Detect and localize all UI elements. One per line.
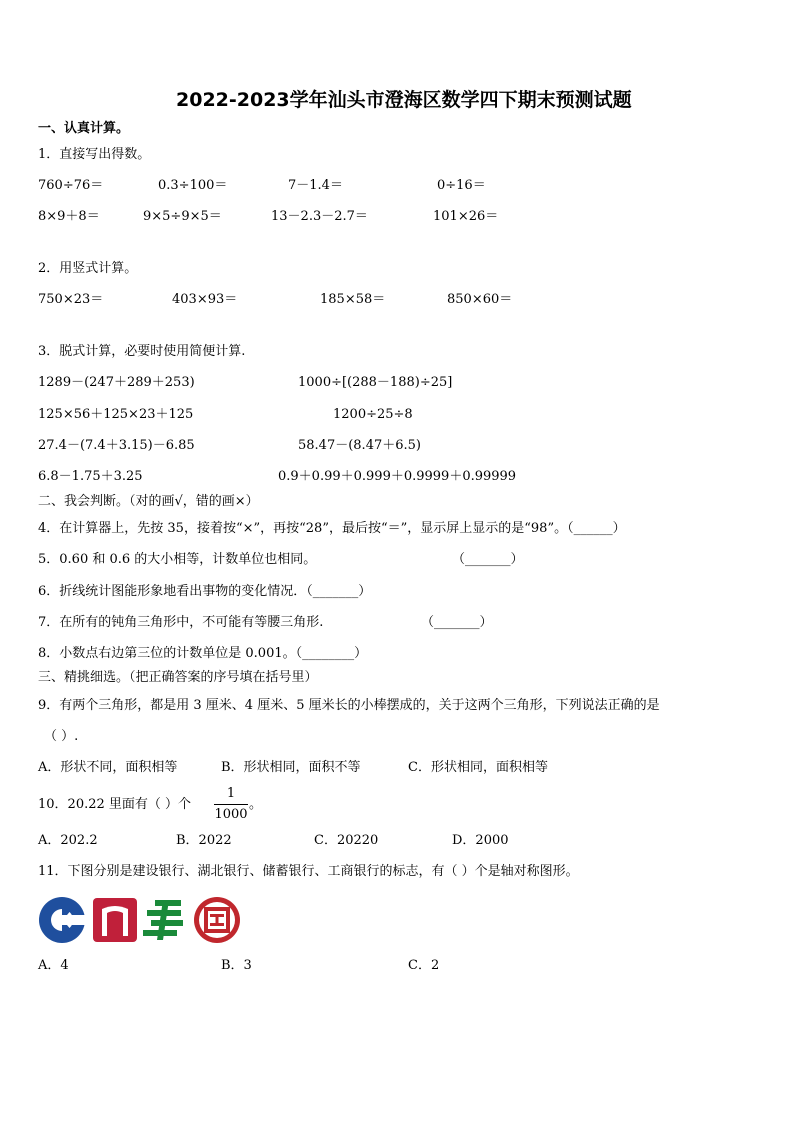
q3-item: 1200÷25÷8 bbox=[333, 407, 413, 422]
section-3-heading: 三、精挑细选。（把正确答案的序号填在括号里） bbox=[38, 670, 318, 685]
section-2-heading: 二、我会判断。（对的画√，错的画×） bbox=[38, 494, 259, 509]
q1-item: 0÷16＝ bbox=[437, 178, 486, 193]
q1-item: 101×26＝ bbox=[433, 209, 499, 224]
q3-item: 1289－(247＋289＋253) bbox=[38, 375, 195, 390]
q3-item: 58.47－(8.47＋6.5) bbox=[298, 438, 421, 453]
icbc-logo-icon bbox=[193, 896, 241, 944]
q7-text: 7．在所有的钝角三角形中，不可能有等腰三角形. bbox=[38, 615, 324, 630]
q6-text: 6．折线统计图能形象地看出事物的变化情况．（_______） bbox=[38, 584, 372, 599]
q2-label: 2．用竖式计算。 bbox=[38, 261, 138, 276]
q10-text: 10．20.22 里面有（ ）个 bbox=[38, 797, 192, 812]
ccb-logo-icon bbox=[38, 896, 86, 944]
q10-option-c: C．20220 bbox=[314, 833, 379, 848]
section-1-heading: 一、认真计算。 bbox=[38, 121, 130, 136]
q9-option-c: C．形状相同，面积相等 bbox=[408, 760, 548, 775]
q3-item: 0.9＋0.99＋0.999＋0.9999＋0.99999 bbox=[278, 469, 517, 484]
q11-text: 11．下图分别是建设银行、湖北银行、储蓄银行、工商银行的标志，有（ ）个是轴对称图形。 bbox=[38, 864, 579, 879]
q9-text: 9．有两个三角形，都是用 3 厘米、4 厘米、5 厘米长的小棒摆成的，关于这两个三角形，下列说法正确的是 bbox=[38, 698, 660, 713]
fraction-numerator: 1 bbox=[226, 786, 236, 801]
q1-item: 760÷76＝ bbox=[38, 178, 104, 193]
q3-item: 6.8－1.75＋3.25 bbox=[38, 469, 143, 484]
q10-option-d: D．2000 bbox=[452, 833, 509, 848]
q1-label: 1．直接写出得数。 bbox=[38, 147, 151, 162]
q11-option-b: B．3 bbox=[221, 958, 252, 973]
q1-item: 9×5÷9×5＝ bbox=[143, 209, 222, 224]
q8-text: 8．小数点右边第三位的计数单位是 0.001。（________） bbox=[38, 646, 368, 661]
q10-option-a: A．202.2 bbox=[38, 833, 98, 848]
page-title: 2022-2023学年汕头市澄海区数学四下期末预测试题 bbox=[176, 89, 632, 111]
q5-answer-blank[interactable]: （_______） bbox=[452, 552, 524, 567]
q4-text: 4．在计算器上，先按 35，接着按“×”，再按“28”，最后按“＝”，显示屏上显示的是“98”。（______） bbox=[38, 521, 626, 536]
fraction-denominator: 1000 bbox=[214, 807, 248, 822]
hubei-bank-logo-icon bbox=[91, 896, 139, 944]
q9-option-a: A．形状不同，面积相等 bbox=[38, 760, 178, 775]
q5-text: 5．0.60 和 0.6 的大小相等，计数单位也相同。 bbox=[38, 552, 317, 567]
q3-item: 27.4－(7.4＋3.15)－6.85 bbox=[38, 438, 195, 453]
q1-item: 8×9＋8＝ bbox=[38, 209, 100, 224]
q11-option-c: C．2 bbox=[408, 958, 440, 973]
q1-item: 13－2.3－2.7＝ bbox=[271, 209, 368, 224]
q1-item: 0.3÷100＝ bbox=[158, 178, 228, 193]
q2-item: 403×93＝ bbox=[172, 292, 238, 307]
q10-fraction bbox=[214, 786, 248, 823]
q9-option-b: B．形状相同，面积不等 bbox=[221, 760, 361, 775]
q3-item: 125×56＋125×23＋125 bbox=[38, 407, 194, 422]
q2-item: 750×23＝ bbox=[38, 292, 104, 307]
q10-option-b: B．2022 bbox=[176, 833, 232, 848]
q2-item: 185×58＝ bbox=[320, 292, 386, 307]
q11-option-a: A．4 bbox=[38, 958, 69, 973]
q9-text-cont: （ ）. bbox=[44, 729, 79, 744]
q2-item: 850×60＝ bbox=[447, 292, 513, 307]
q3-label: 3．脱式计算，必要时使用简便计算. bbox=[38, 344, 246, 359]
q10-suffix: 。 bbox=[249, 797, 263, 812]
q3-item: 1000÷[(288－188)÷25] bbox=[298, 375, 453, 390]
q7-answer-blank[interactable]: （_______） bbox=[421, 615, 493, 630]
q1-item: 7－1.4＝ bbox=[288, 178, 343, 193]
postal-savings-logo-icon bbox=[141, 896, 189, 944]
fraction-bar bbox=[214, 804, 248, 805]
